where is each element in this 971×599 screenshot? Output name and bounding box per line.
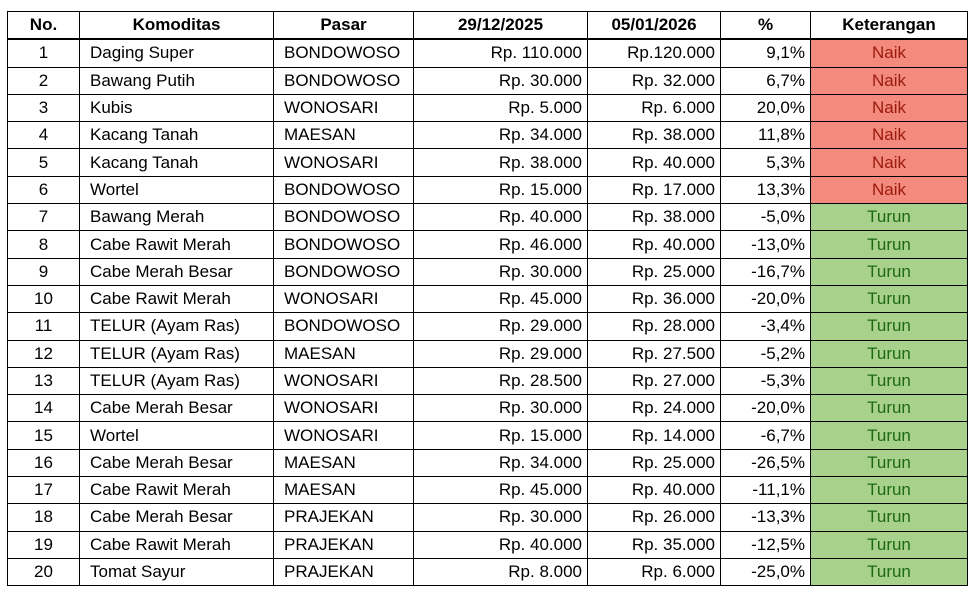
cell-price-new: Rp. 38.000 bbox=[588, 122, 721, 149]
cell-status: Naik bbox=[811, 149, 968, 176]
cell-komoditas: Bawang Putih bbox=[80, 67, 274, 94]
cell-pasar: WONOSARI bbox=[274, 149, 414, 176]
table-row bbox=[8, 176, 968, 203]
cell-komoditas: Kubis bbox=[80, 94, 274, 121]
header-pasar: Pasar bbox=[274, 12, 414, 40]
table-body bbox=[8, 39, 968, 585]
cell-status: Naik bbox=[811, 122, 968, 149]
cell-pasar: PRAJEKAN bbox=[274, 504, 414, 531]
table-row bbox=[8, 94, 968, 121]
cell-price-new: Rp. 40.000 bbox=[588, 477, 721, 504]
cell-price-new: Rp. 36.000 bbox=[588, 285, 721, 312]
cell-status: Turun bbox=[811, 231, 968, 258]
price-table bbox=[7, 11, 968, 586]
cell-percent: -13,0% bbox=[721, 231, 811, 258]
cell-no: 6 bbox=[8, 176, 80, 203]
cell-no: 12 bbox=[8, 340, 80, 367]
cell-price-new: Rp. 27.000 bbox=[588, 367, 721, 394]
header-komoditas: Komoditas bbox=[80, 12, 274, 40]
header-date-old: 29/12/2025 bbox=[414, 12, 588, 40]
cell-price-old: Rp. 30.000 bbox=[414, 504, 588, 531]
cell-percent: -20,0% bbox=[721, 395, 811, 422]
cell-price-new: Rp. 40.000 bbox=[588, 231, 721, 258]
cell-price-old: Rp. 34.000 bbox=[414, 122, 588, 149]
cell-no: 4 bbox=[8, 122, 80, 149]
cell-pasar: WONOSARI bbox=[274, 395, 414, 422]
cell-price-new: Rp. 25.000 bbox=[588, 449, 721, 476]
cell-no: 15 bbox=[8, 422, 80, 449]
cell-percent: 20,0% bbox=[721, 94, 811, 121]
cell-price-old: Rp. 29.000 bbox=[414, 340, 588, 367]
cell-status: Turun bbox=[811, 313, 968, 340]
cell-price-new: Rp. 35.000 bbox=[588, 531, 721, 558]
cell-price-old: Rp. 30.000 bbox=[414, 258, 588, 285]
cell-price-new: Rp. 6.000 bbox=[588, 94, 721, 121]
cell-price-new: Rp. 26.000 bbox=[588, 504, 721, 531]
cell-status: Turun bbox=[811, 422, 968, 449]
cell-no: 5 bbox=[8, 149, 80, 176]
cell-price-old: Rp. 5.000 bbox=[414, 94, 588, 121]
cell-status: Naik bbox=[811, 176, 968, 203]
cell-percent: 11,8% bbox=[721, 122, 811, 149]
table-row bbox=[8, 149, 968, 176]
cell-percent: 13,3% bbox=[721, 176, 811, 203]
cell-percent: -5,0% bbox=[721, 204, 811, 231]
cell-status: Turun bbox=[811, 367, 968, 394]
cell-price-old: Rp. 38.000 bbox=[414, 149, 588, 176]
table-row bbox=[8, 531, 968, 558]
cell-price-old: Rp. 46.000 bbox=[414, 231, 588, 258]
cell-komoditas: Cabe Rawit Merah bbox=[80, 231, 274, 258]
cell-price-new: Rp. 27.500 bbox=[588, 340, 721, 367]
cell-no: 7 bbox=[8, 204, 80, 231]
cell-no: 13 bbox=[8, 367, 80, 394]
cell-price-old: Rp. 40.000 bbox=[414, 204, 588, 231]
cell-no: 20 bbox=[8, 558, 80, 585]
cell-pasar: WONOSARI bbox=[274, 94, 414, 121]
cell-price-new: Rp. 40.000 bbox=[588, 149, 721, 176]
cell-price-old: Rp. 28.500 bbox=[414, 367, 588, 394]
cell-pasar: MAESAN bbox=[274, 477, 414, 504]
cell-percent: -5,3% bbox=[721, 367, 811, 394]
cell-pasar: PRAJEKAN bbox=[274, 558, 414, 585]
cell-komoditas: Wortel bbox=[80, 422, 274, 449]
header-keterangan: Keterangan bbox=[811, 12, 968, 40]
header-row bbox=[8, 12, 968, 40]
cell-komoditas: Cabe Merah Besar bbox=[80, 449, 274, 476]
table-row bbox=[8, 504, 968, 531]
cell-pasar: BONDOWOSO bbox=[274, 258, 414, 285]
cell-status: Naik bbox=[811, 39, 968, 67]
cell-komoditas: Cabe Rawit Merah bbox=[80, 531, 274, 558]
cell-komoditas: TELUR (Ayam Ras) bbox=[80, 367, 274, 394]
cell-pasar: MAESAN bbox=[274, 122, 414, 149]
cell-percent: -26,5% bbox=[721, 449, 811, 476]
cell-komoditas: Wortel bbox=[80, 176, 274, 203]
table-row bbox=[8, 422, 968, 449]
cell-pasar: BONDOWOSO bbox=[274, 176, 414, 203]
cell-pasar: BONDOWOSO bbox=[274, 313, 414, 340]
cell-price-new: Rp. 38.000 bbox=[588, 204, 721, 231]
header-no: No. bbox=[8, 12, 80, 40]
cell-price-old: Rp. 45.000 bbox=[414, 477, 588, 504]
cell-status: Turun bbox=[811, 531, 968, 558]
cell-status: Turun bbox=[811, 340, 968, 367]
cell-price-new: Rp. 14.000 bbox=[588, 422, 721, 449]
cell-percent: -6,7% bbox=[721, 422, 811, 449]
cell-price-old: Rp. 110.000 bbox=[414, 39, 588, 67]
cell-komoditas: Cabe Merah Besar bbox=[80, 395, 274, 422]
cell-no: 18 bbox=[8, 504, 80, 531]
cell-percent: -12,5% bbox=[721, 531, 811, 558]
cell-komoditas: Bawang Merah bbox=[80, 204, 274, 231]
cell-status: Naik bbox=[811, 67, 968, 94]
cell-komoditas: Cabe Merah Besar bbox=[80, 258, 274, 285]
cell-pasar: PRAJEKAN bbox=[274, 531, 414, 558]
cell-percent: -20,0% bbox=[721, 285, 811, 312]
cell-pasar: WONOSARI bbox=[274, 285, 414, 312]
table-row bbox=[8, 313, 968, 340]
table-row bbox=[8, 39, 968, 67]
cell-no: 17 bbox=[8, 477, 80, 504]
cell-percent: 9,1% bbox=[721, 39, 811, 67]
table-row bbox=[8, 122, 968, 149]
table-row bbox=[8, 231, 968, 258]
cell-status: Turun bbox=[811, 258, 968, 285]
cell-pasar: BONDOWOSO bbox=[274, 67, 414, 94]
cell-price-old: Rp. 30.000 bbox=[414, 395, 588, 422]
cell-price-old: Rp. 15.000 bbox=[414, 176, 588, 203]
cell-status: Naik bbox=[811, 94, 968, 121]
cell-no: 3 bbox=[8, 94, 80, 121]
cell-percent: -5,2% bbox=[721, 340, 811, 367]
cell-komoditas: TELUR (Ayam Ras) bbox=[80, 313, 274, 340]
cell-status: Turun bbox=[811, 504, 968, 531]
cell-price-new: Rp. 17.000 bbox=[588, 176, 721, 203]
cell-percent: -25,0% bbox=[721, 558, 811, 585]
cell-status: Turun bbox=[811, 477, 968, 504]
cell-no: 11 bbox=[8, 313, 80, 340]
cell-price-new: Rp. 24.000 bbox=[588, 395, 721, 422]
cell-no: 1 bbox=[8, 39, 80, 67]
cell-status: Turun bbox=[811, 395, 968, 422]
table-row bbox=[8, 67, 968, 94]
cell-komoditas: Daging Super bbox=[80, 39, 274, 67]
cell-price-old: Rp. 29.000 bbox=[414, 313, 588, 340]
cell-pasar: WONOSARI bbox=[274, 367, 414, 394]
cell-status: Turun bbox=[811, 285, 968, 312]
cell-komoditas: TELUR (Ayam Ras) bbox=[80, 340, 274, 367]
cell-pasar: BONDOWOSO bbox=[274, 39, 414, 67]
cell-komoditas: Cabe Rawit Merah bbox=[80, 285, 274, 312]
cell-no: 2 bbox=[8, 67, 80, 94]
cell-price-old: Rp. 40.000 bbox=[414, 531, 588, 558]
cell-price-old: Rp. 30.000 bbox=[414, 67, 588, 94]
cell-status: Turun bbox=[811, 449, 968, 476]
cell-price-old: Rp. 15.000 bbox=[414, 422, 588, 449]
cell-no: 10 bbox=[8, 285, 80, 312]
cell-no: 14 bbox=[8, 395, 80, 422]
cell-no: 19 bbox=[8, 531, 80, 558]
cell-price-new: Rp. 25.000 bbox=[588, 258, 721, 285]
cell-no: 8 bbox=[8, 231, 80, 258]
table-row bbox=[8, 204, 968, 231]
cell-percent: 5,3% bbox=[721, 149, 811, 176]
cell-price-old: Rp. 8.000 bbox=[414, 558, 588, 585]
cell-no: 9 bbox=[8, 258, 80, 285]
table-row bbox=[8, 449, 968, 476]
cell-pasar: MAESAN bbox=[274, 340, 414, 367]
cell-komoditas: Cabe Rawit Merah bbox=[80, 477, 274, 504]
cell-komoditas: Kacang Tanah bbox=[80, 122, 274, 149]
cell-percent: -16,7% bbox=[721, 258, 811, 285]
cell-komoditas: Tomat Sayur bbox=[80, 558, 274, 585]
cell-percent: -11,1% bbox=[721, 477, 811, 504]
cell-no: 16 bbox=[8, 449, 80, 476]
table-row bbox=[8, 477, 968, 504]
cell-status: Turun bbox=[811, 558, 968, 585]
cell-price-new: Rp. 32.000 bbox=[588, 67, 721, 94]
cell-komoditas: Kacang Tanah bbox=[80, 149, 274, 176]
cell-pasar: WONOSARI bbox=[274, 422, 414, 449]
cell-price-old: Rp. 34.000 bbox=[414, 449, 588, 476]
cell-percent: -13,3% bbox=[721, 504, 811, 531]
cell-percent: -3,4% bbox=[721, 313, 811, 340]
cell-price-new: Rp. 28.000 bbox=[588, 313, 721, 340]
cell-percent: 6,7% bbox=[721, 67, 811, 94]
table-row bbox=[8, 558, 968, 585]
table-row bbox=[8, 367, 968, 394]
cell-komoditas: Cabe Merah Besar bbox=[80, 504, 274, 531]
cell-price-old: Rp. 45.000 bbox=[414, 285, 588, 312]
cell-pasar: MAESAN bbox=[274, 449, 414, 476]
cell-pasar: BONDOWOSO bbox=[274, 204, 414, 231]
cell-pasar: BONDOWOSO bbox=[274, 231, 414, 258]
header-date-new: 05/01/2026 bbox=[588, 12, 721, 40]
cell-price-new: Rp.120.000 bbox=[588, 39, 721, 67]
cell-price-new: Rp. 6.000 bbox=[588, 558, 721, 585]
cell-status: Turun bbox=[811, 204, 968, 231]
table-row bbox=[8, 285, 968, 312]
header-percent: % bbox=[721, 12, 811, 40]
table-row bbox=[8, 395, 968, 422]
table-row bbox=[8, 340, 968, 367]
table-row bbox=[8, 258, 968, 285]
